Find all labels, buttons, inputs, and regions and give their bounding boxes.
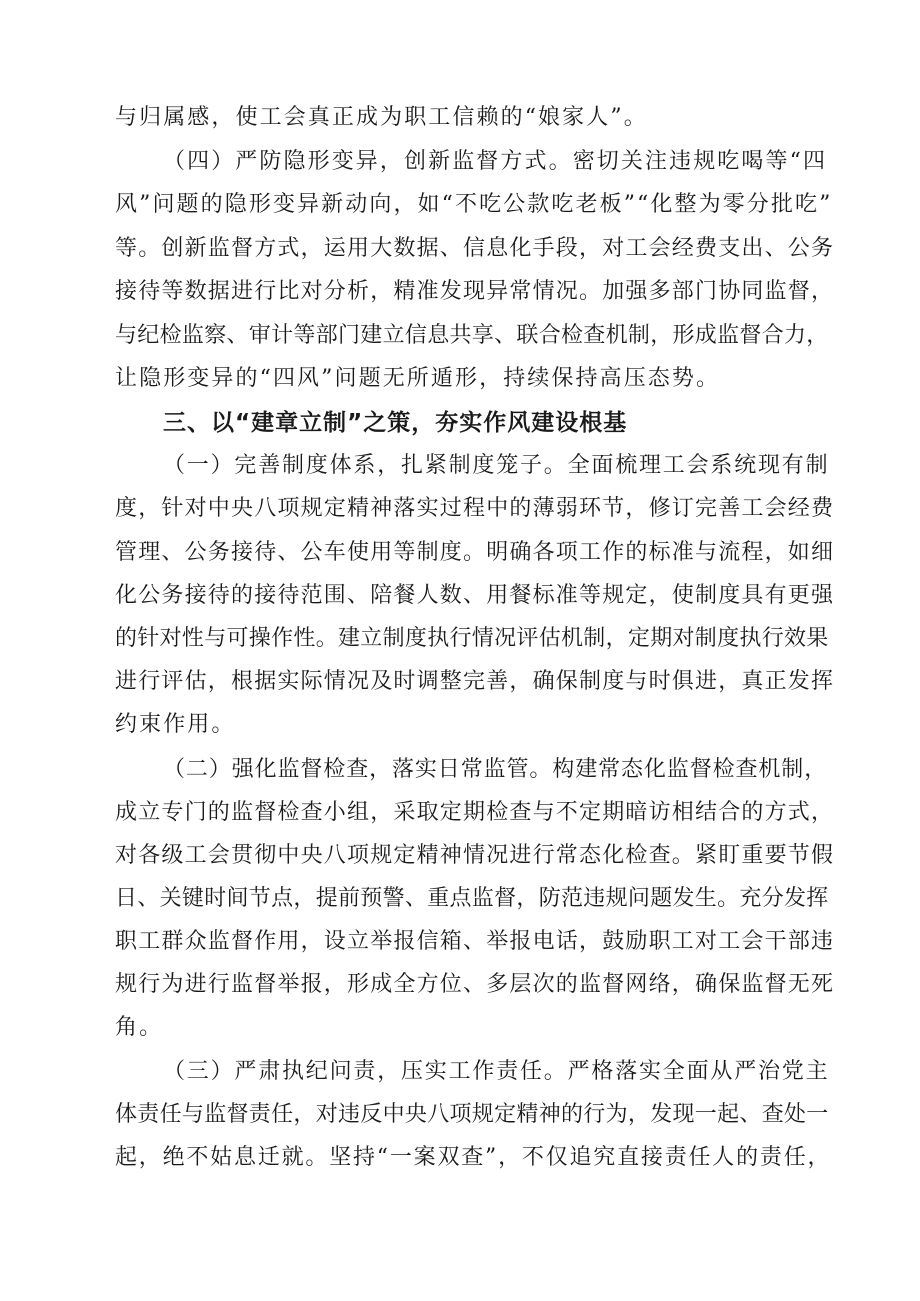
paragraph-line: 成立专门的监督检查小组，采取定期检查与不定期暗访相结合的方式， bbox=[115, 800, 835, 825]
paragraph-line: 度，针对中央八项规定精神落实过程中的薄弱环节，修订完善工会经费 bbox=[115, 496, 835, 521]
paragraph-line: 职工群众监督作用，设立举报信箱、举报电话，鼓励职工对工会干部违 bbox=[115, 929, 835, 954]
paragraph-line: 体责任与监督责任，对违反中央八项规定精神的行为，发现一起、查处一 bbox=[115, 1102, 829, 1127]
paragraph-line: 对各级工会贯彻中央八项规定精神情况进行常态化检查。紧盯重要节假 bbox=[115, 843, 835, 868]
paragraph-line: 与归属感，使工会真正成为职工信赖的“娘家人”。 bbox=[115, 105, 648, 130]
paragraph-line: 的针对性与可操作性。建立制度执行情况评估机制，定期对制度执行效果 bbox=[115, 626, 829, 651]
paragraph-line: 起，绝不姑息迁就。坚持“一案双查”，不仅追究直接责任人的责任， bbox=[115, 1145, 832, 1170]
paragraph-line: 等。创新监督方式，运用大数据、信息化手段，对工会经费支出、公务 bbox=[115, 236, 835, 261]
paragraph-line: 与纪检监察、审计等部门建立信息共享、联合检查机制，形成监督合力， bbox=[115, 323, 829, 348]
paragraph-line: 进行评估，根据实际情况及时调整完善，确保制度与时俱进，真正发挥 bbox=[115, 669, 835, 694]
paragraph-line: 日、关键时间节点，提前预警、重点监督，防范违规问题发生。充分发挥 bbox=[115, 886, 829, 911]
paragraph-line: 规行为进行监督举报，形成全方位、多层次的监督网络，确保监督无死 bbox=[115, 972, 835, 997]
paragraph-line: （三）严肃执纪问责，压实工作责任。严格落实全面从严治党主 bbox=[163, 1059, 830, 1084]
paragraph-line: 接待等数据进行比对分析，精准发现异常情况。加强多部门协同监督， bbox=[115, 279, 835, 304]
section-heading: 三、以“建章立制”之策，夯实作风建设根基 bbox=[163, 410, 628, 436]
paragraph-line: （四）严防隐形变异，创新监督方式。密切关注违规吃喝等“四 bbox=[163, 149, 828, 174]
paragraph-line: 让隐形变异的“四风”问题无所遁形，持续保持高压态势。 bbox=[115, 366, 721, 391]
paragraph-line: 化公务接待的接待范围、陪餐人数、用餐标准等规定，使制度具有更强 bbox=[115, 583, 835, 608]
paragraph-line: （一）完善制度体系，扎紧制度笼子。全面梳理工会系统现有制 bbox=[163, 453, 830, 478]
paragraph-line: 管理、公务接待、公车使用等制度。明确各项工作的标准与流程，如细 bbox=[115, 540, 835, 565]
paragraph-line: （二）强化监督检查，落实日常监管。构建常态化监督检查机制， bbox=[163, 757, 828, 782]
paragraph-line: 角。 bbox=[115, 1015, 164, 1040]
paragraph-line: 风”问题的隐形变异新动向，如“不吃公款吃老板”“化整为零分批吃” bbox=[115, 192, 833, 217]
paragraph-line: 约束作用。 bbox=[115, 712, 236, 737]
